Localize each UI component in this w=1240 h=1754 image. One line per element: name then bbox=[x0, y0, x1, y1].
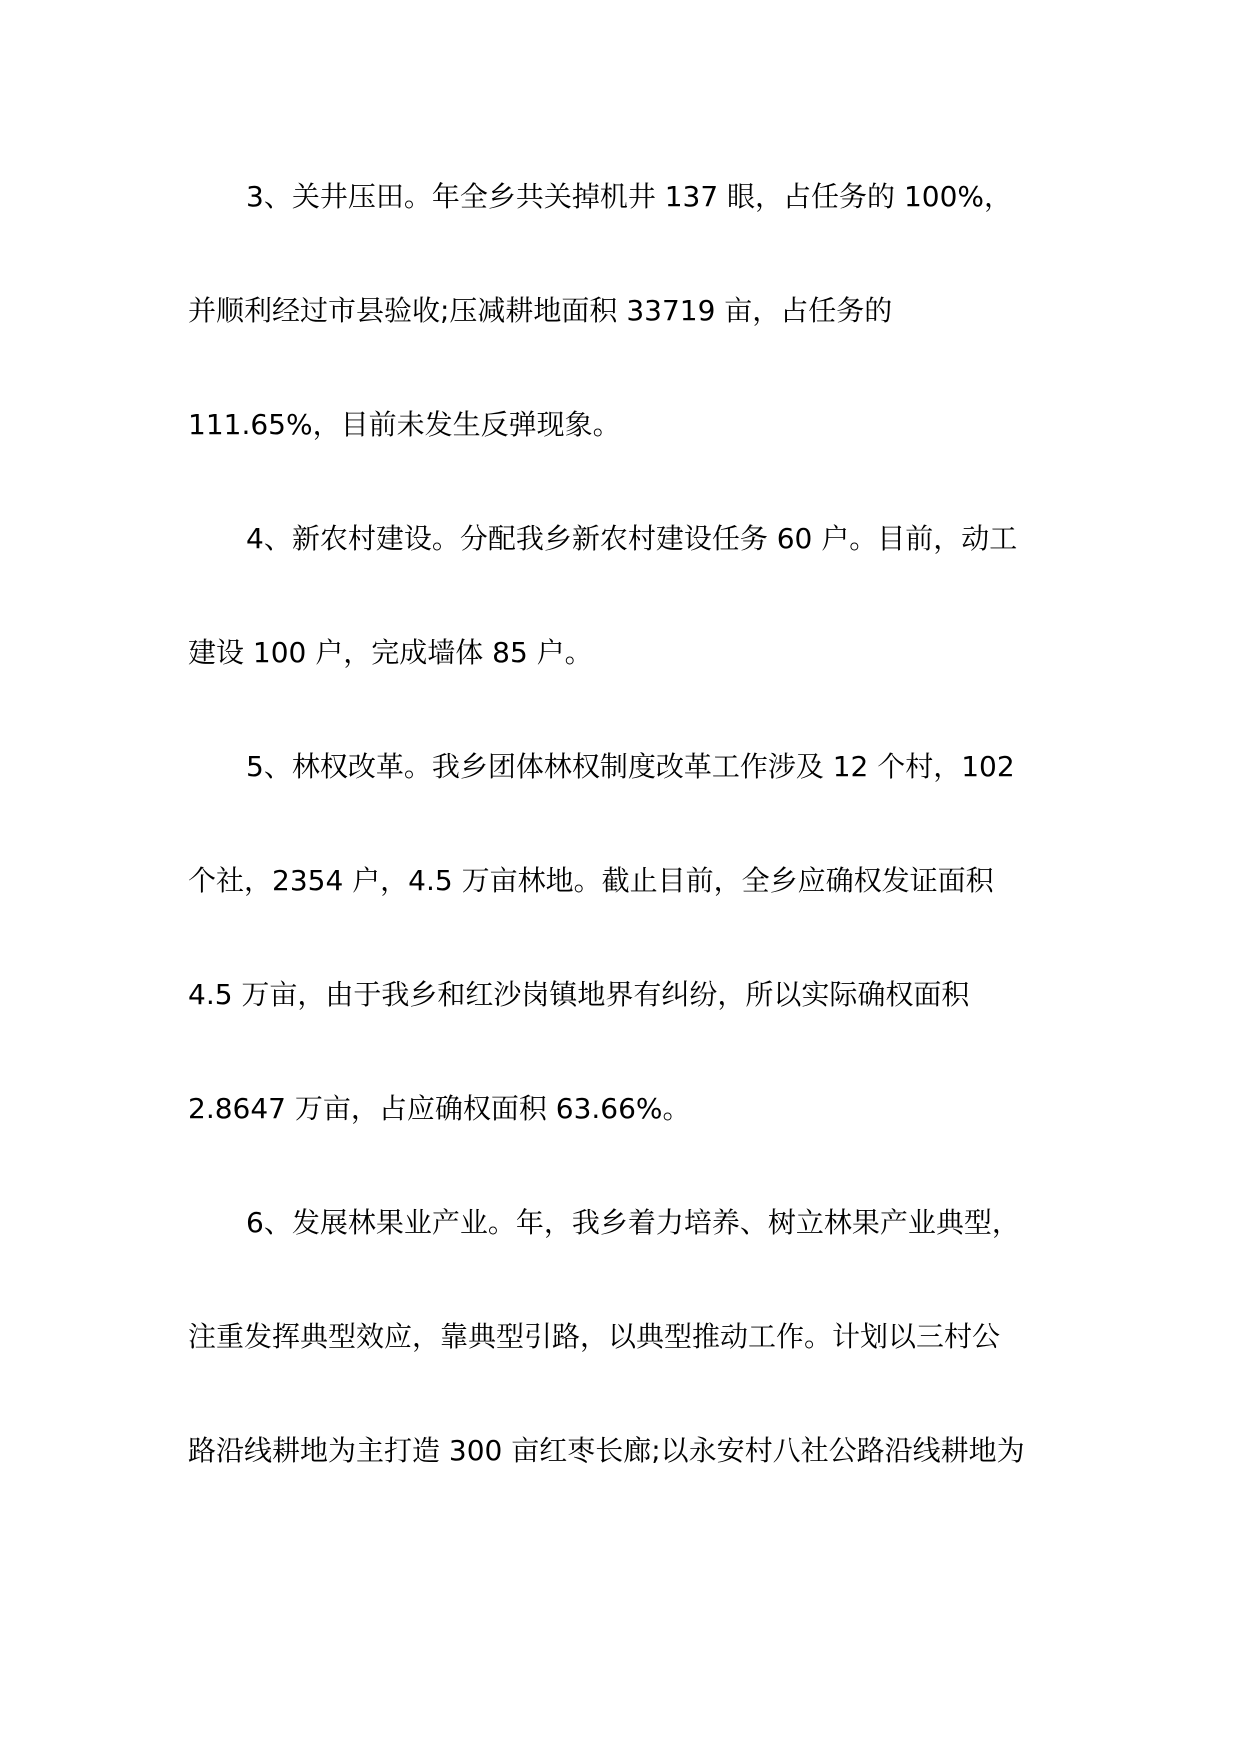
paragraph-5-line-4: 2.8647 万亩，占应确权面积 63.66%。 bbox=[188, 1092, 691, 1125]
paragraph-4-line-2: 建设 100 户，完成墙体 85 户。 bbox=[188, 636, 593, 669]
paragraph-6-line-3: 路沿线耕地为主打造 300 亩红枣长廊;以永安村八社公路沿线耕地为 bbox=[188, 1434, 1025, 1467]
paragraph-3-line-3: 111.65%，目前未发生反弹现象。 bbox=[188, 408, 621, 441]
paragraph-3-line-1: 3、关井压田。年全乡共关掉机井 137 眼，占任务的 100%， bbox=[246, 180, 1013, 213]
paragraph-5-line-2: 个社，2354 户，4.5 万亩林地。截止目前，全乡应确权发证面积 bbox=[188, 864, 994, 897]
paragraph-3-line-2: 并顺利经过市县验收;压减耕地面积 33719 亩，占任务的 bbox=[188, 294, 893, 327]
paragraph-6-line-1: 6、发展林果业产业。年，我乡着力培养、树立林果产业典型， bbox=[246, 1206, 1020, 1239]
paragraph-6-line-2: 注重发挥典型效应，靠典型引路，以典型推动工作。计划以三村公 bbox=[188, 1320, 1001, 1353]
paragraph-5-line-1: 5、林权改革。我乡团体林权制度改革工作涉及 12 个村，102 bbox=[246, 750, 1015, 783]
paragraph-5-line-3: 4.5 万亩，由于我乡和红沙岗镇地界有纠纷，所以实际确权面积 bbox=[188, 978, 970, 1011]
paragraph-4-line-1: 4、新农村建设。分配我乡新农村建设任务 60 户。目前，动工 bbox=[246, 522, 1018, 555]
